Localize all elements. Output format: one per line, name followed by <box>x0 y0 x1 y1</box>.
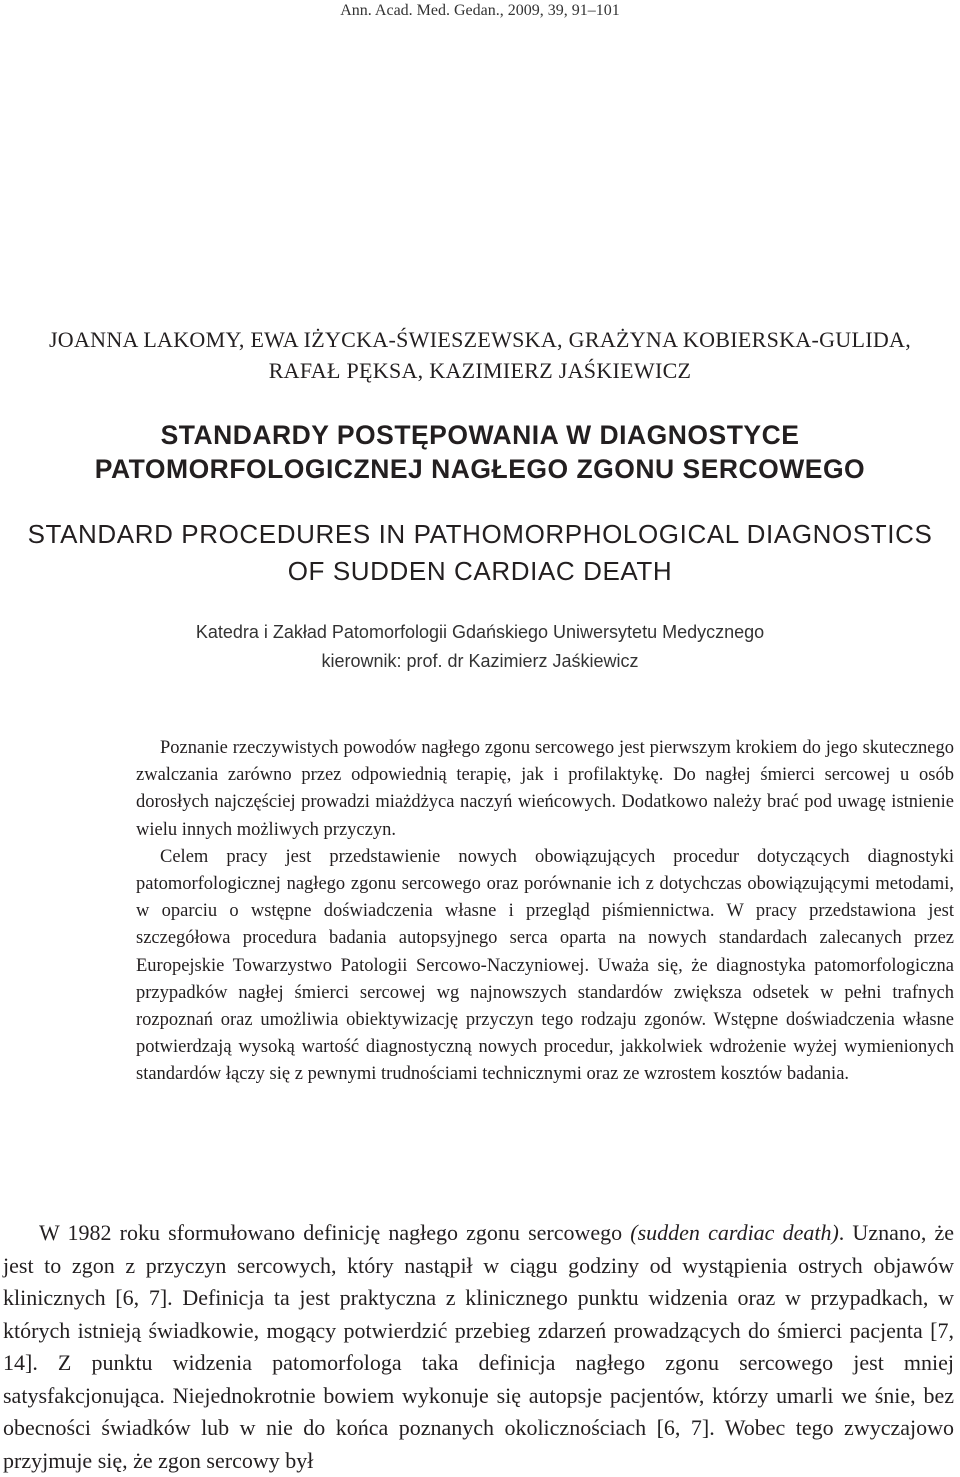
author-line-1: JOANNA LAKOMY, EWA IŻYCKA-ŚWIESZEWSKA, GRAŻYNA KOBIERSKA-GULIDA, <box>48 327 912 352</box>
body-text <box>3 1217 954 1477</box>
body-intro-rest: . Uznano, że jest to zgon z przyczyn sercowych, który nastąpił w ciągu godziny od wystąpienia ostrych objawów klinicznych [6, 7]. Definicja ta jest praktyczna z klinicznego punktu widzenia oraz w przypadkach, w których istnieją świadkowie, mogący potwierdzić przebieg zdarzeń prowadzących do śmierci pacjenta [7, 14]. Z punktu widzenia patomorfologa taka definicja nagłego zgonu sercowego jest mniej satysfakcjonująca. Niejednokrotnie bowiem wykonuje się autopsje pacjentów, którzy umarli we śnie, bez obecności świadków lub w nie do końca poznanych okolicznościach [6, 7]. Wobec tego zwyczajowo przyjmuje się, że zgon sercowy był <box>3 1220 955 1473</box>
journal-citation: Ann. Acad. Med. Gedan., 2009, 39, 91–101 <box>340 2 620 19</box>
author-list <box>0 324 960 386</box>
title-english-line-1: STANDARD PROCEDURES IN PATHOMORPHOLOGICAL DIAGNOSTICS <box>27 519 933 549</box>
body-paragraph-1 <box>3 1217 954 1477</box>
abstract-paragraph-2: Celem pracy jest przedstawienie nowych obowiązujących procedur dotyczących diagnostyki patomorfologicznej nagłego zgonu sercowego oraz porównanie ich z dotychczas obowiązującymi metodami, w oparciu o wstępne doświadczenia własne i przegląd piśmiennictwa. W pracy przedstawiona jest szczegółowa procedura badania autopsyjnego serca oparta na nowych standardach zalecanych przez Europejskie Towarzystwo Patologii Sercowo-Naczyniowej. Uważa się, że diagnostyka patomorfologiczna przypadków nagłej śmierci sercowej wg najnowszych standardów zwiększa odsetek w pełni trafnych rozpoznań oraz umożliwia obiektywizację przyczyn tego rodzaju zgonów. Wstępne doświadczenia własne potwierdzają wysoką wartość diagnostyczną nowych procedur, jakkolwiek wdrożenie wyżej wymienionych standardów łączy się z pewnymi trudnościami technicznymi oraz ze wzrostem kosztów badania. <box>136 846 954 1085</box>
title-english-line-2: OF SUDDEN CARDIAC DEATH <box>287 556 673 586</box>
title-polish-line-1: STANDARDY POSTĘPOWANIA W DIAGNOSTYCE <box>160 420 800 450</box>
body-intro-start: W 1982 roku sformułowano definicję nagłego zgonu sercowego <box>39 1220 631 1245</box>
title-polish <box>0 418 960 486</box>
title-english <box>0 516 960 590</box>
affiliation <box>0 618 960 676</box>
author-line-2: RAFAŁ PĘKSA, KAZIMIERZ JAŚKIEWICZ <box>268 358 692 383</box>
affiliation-department: Katedra i Zakład Patomorfologii Gdańskiego Uniwersytetu Medycznego <box>195 622 765 642</box>
abstract <box>136 735 954 1089</box>
affiliation-head: kierownik: prof. dr Kazimierz Jaśkiewicz <box>321 651 639 671</box>
title-polish-line-2: PATOMORFOLOGICZNEJ NAGŁEGO ZGONU SERCOWEGO <box>94 454 866 484</box>
body-intro-italic-term: (sudden cardiac death) <box>630 1220 839 1245</box>
abstract-paragraph-1: Poznanie rzeczywistych powodów nagłego zgonu sercowego jest pierwszym krokiem do jego skutecznego zwalczania zarówno przez odpowiednią terapię, jak i profilaktykę. Do nagłej śmierci sercowej u osób dorosłych najczęściej prowadzi miażdżyca naczyń wieńcowych. Dodatkowo należy brać pod uwagę istnienie wielu innych możliwych przyczyn. <box>136 738 954 840</box>
